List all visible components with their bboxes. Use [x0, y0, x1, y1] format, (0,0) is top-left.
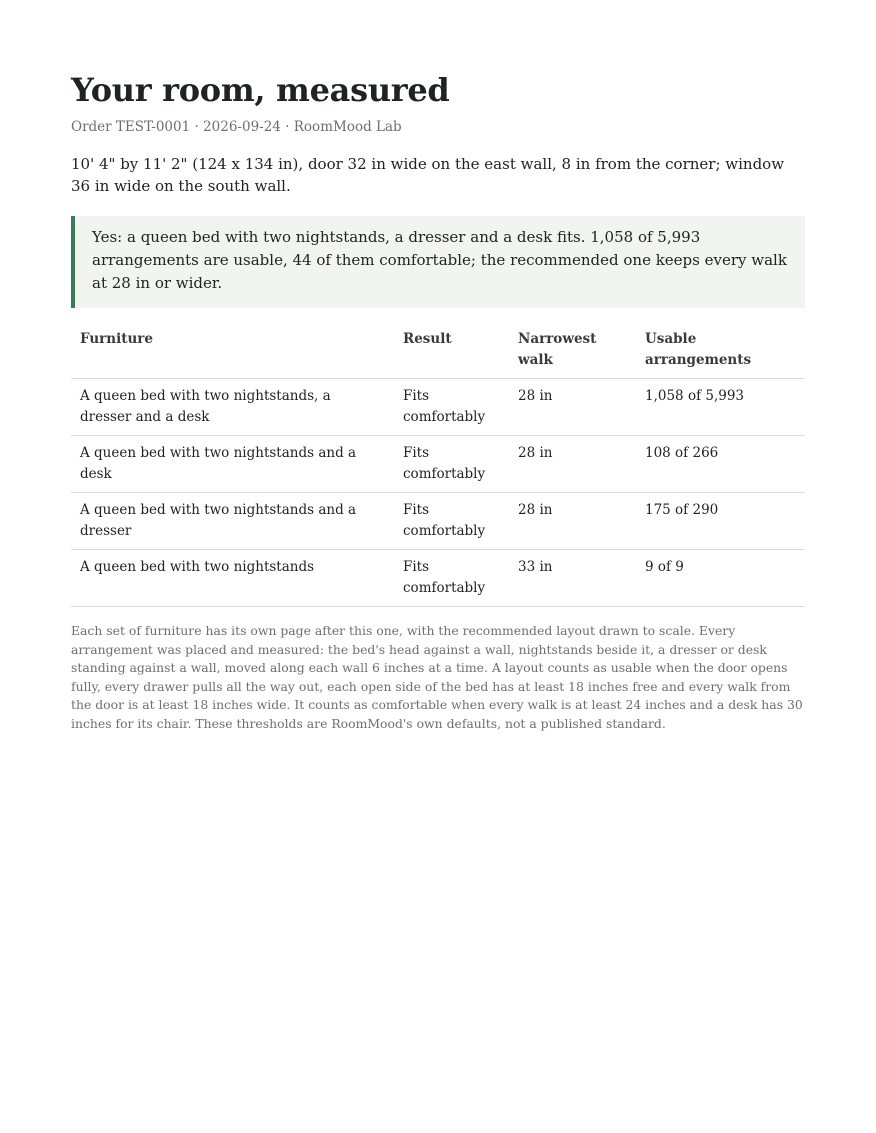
cell-usable-arrangements: 175 of 290: [636, 493, 805, 550]
table-header-row: [71, 326, 805, 379]
table-row: [71, 493, 805, 550]
cell-result: Fits comfortably: [394, 379, 509, 436]
cell-result: Fits comfortably: [394, 436, 509, 493]
cell-usable-arrangements: 9 of 9: [636, 550, 805, 607]
order-meta: Order TEST-0001 · 2026-09-24 · RoomMood Lab: [71, 119, 402, 135]
cell-narrowest-walk: 33 in: [509, 550, 636, 607]
room-summary: 10' 4" by 11' 2" (124 x 134 in), door 32 in wide on the east wall, 8 in from the corner; window 36 in wide on the south wall.: [71, 155, 785, 195]
results-table: [71, 326, 805, 607]
table-row: [71, 436, 805, 493]
header-narrowest-walk: Narrowest walk: [509, 326, 636, 379]
methodology-footnote: Each set of furniture has its own page after this one, with the recommended layout drawn to scale. Every arrangement was placed and measured: the bed's head against a wall, nightstands beside it, a dresser or desk standing against a wall, moved along each wall 6 inches at a time. A layout counts as usable when the door opens fully, every drawer pulls all the way out, each open side of the bed has at least 18 inches free and every walk from the door is at least 18 inches wide. It counts as comfortable when every walk is at least 24 inches and a desk has 30 inches for its chair. These thresholds are RoomMood's own defaults, not a published standard.: [71, 623, 803, 731]
cell-narrowest-walk: 28 in: [509, 436, 636, 493]
cell-furniture: A queen bed with two nightstands: [71, 550, 394, 607]
cell-result: Fits comfortably: [394, 493, 509, 550]
cell-narrowest-walk: 28 in: [509, 493, 636, 550]
cell-furniture: A queen bed with two nightstands, a dresser and a desk: [71, 379, 394, 436]
cell-narrowest-walk: 28 in: [509, 379, 636, 436]
table-row: [71, 550, 805, 607]
cell-usable-arrangements: 108 of 266: [636, 436, 805, 493]
table-row: [71, 379, 805, 436]
cell-furniture: A queen bed with two nightstands and a dresser: [71, 493, 394, 550]
header-furniture: Furniture: [71, 326, 394, 379]
cell-result: Fits comfortably: [394, 550, 509, 607]
header-result: Result: [394, 326, 509, 379]
cell-furniture: A queen bed with two nightstands and a desk: [71, 436, 394, 493]
page-title: Your room, measured: [71, 71, 450, 109]
cell-usable-arrangements: 1,058 of 5,993: [636, 379, 805, 436]
verdict-callout: Yes: a queen bed with two nightstands, a dresser and a desk fits. 1,058 of 5,993 arrangements are usable, 44 of them comfortable; the recommended one keeps every walk at 28 in or wider.: [71, 216, 805, 308]
header-usable-arrangements: Usable arrangements: [636, 326, 805, 379]
